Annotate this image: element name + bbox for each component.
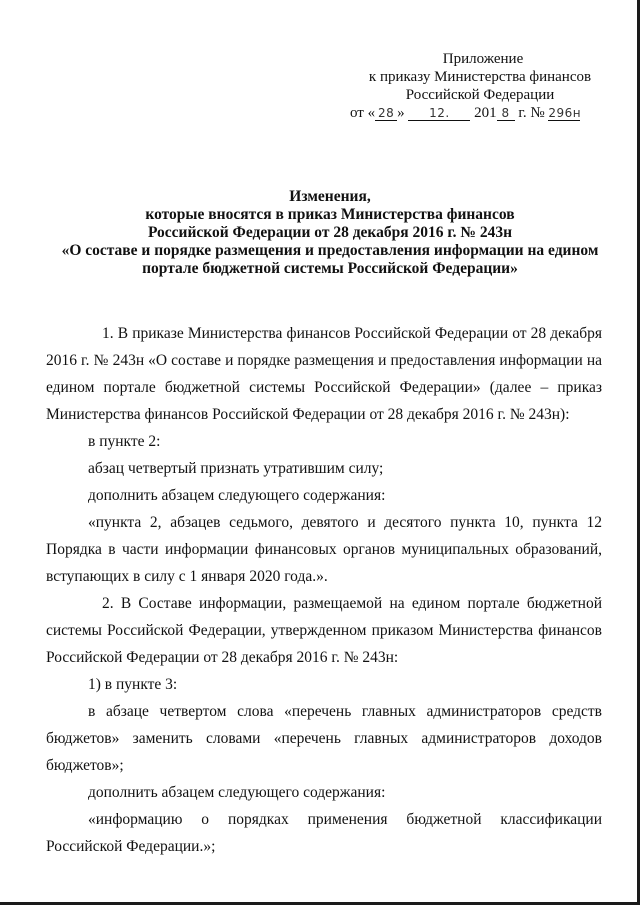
document-body xyxy=(46,320,602,860)
paragraph-6: 2. В Составе информации, размещаемой на едином портале бюджетной системы Российской Федерации, утвержденном приказом Министерства финансов Российской Федерации от 28 декабря 2016 г. № 243н: xyxy=(46,595,602,666)
attachment-order-line: к приказу Министерства финансов xyxy=(368,69,592,85)
title-line-5: портале бюджетной системы Российской Федерации» xyxy=(142,260,518,277)
date-prefix: от « xyxy=(350,105,376,121)
attachment-header xyxy=(330,50,630,122)
title-line-2: которые вносятся в приказ Министерства финансов xyxy=(145,206,515,223)
attachment-ministry-line: Российской Федерации xyxy=(405,87,555,103)
paragraph-8: в абзаце четвертом слова «перечень главных администраторов средств бюджетов» заменить словами «перечень главных администраторов доходов бюджетов»; xyxy=(46,703,602,774)
paragraph-4: дополнить абзацем следующего содержания: xyxy=(88,487,386,504)
paragraph-3: абзац четвертый признать утратившим силу; xyxy=(88,460,384,477)
paragraph-5: «пункта 2, абзацев седьмого, девятого и десятого пункта 10, пункта 12 Порядка в части информации финансовых органов муниципальных образований, вступающих в силу с 1 января 2020 года.». xyxy=(46,514,602,585)
date-month-handwritten: 12. xyxy=(408,106,470,121)
date-day-handwritten: 28 xyxy=(375,106,397,121)
paragraph-1: 1. В приказе Министерства финансов Российской Федерации от 28 декабря 2016 г. № 243н «О составе и порядке размещения и предоставления информации на едином портале бюджетной системы Российской Федерации» (далее – приказ Министерства финансов Российской Федерации от 28 декабря 2016 г. № 243н): xyxy=(46,325,602,423)
order-number-handwritten: 296н xyxy=(548,106,582,120)
date-mid: » xyxy=(397,105,405,121)
attachment-date-line xyxy=(330,104,630,122)
date-year-handwritten: 8 xyxy=(497,106,515,121)
title-line-4: «О составе и порядке размещения и предоставления информации на едином xyxy=(61,242,599,259)
title-line-3: Российской Федерации от 28 декабря 2016 г. № 243н xyxy=(147,224,513,241)
date-num-prefix: г. № xyxy=(518,105,545,121)
paragraph-9: дополнить абзацем следующего содержания: xyxy=(88,784,386,801)
date-year-start: 201 xyxy=(474,105,497,121)
title-line-1: Изменения, xyxy=(289,188,371,205)
paragraph-10: «информацию о порядках применения бюджетной классификации Российской Федерации.»; xyxy=(46,811,602,855)
paragraph-2: в пункте 2: xyxy=(88,433,161,450)
paragraph-7: 1) в пункте 3: xyxy=(88,676,178,693)
document-title xyxy=(20,188,640,278)
attachment-label: Приложение xyxy=(442,51,524,67)
